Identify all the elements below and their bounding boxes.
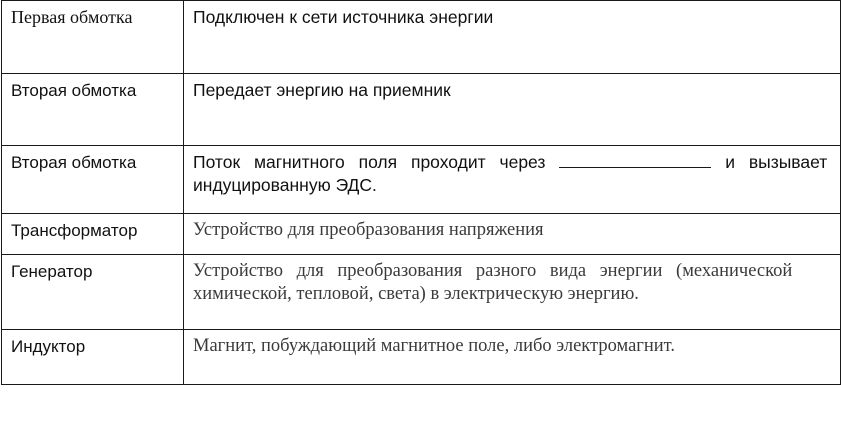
fill-in-blank (559, 151, 711, 168)
term-cell: Трансформатор (2, 214, 184, 255)
table-row (2, 146, 841, 214)
definition-line: индуцированную ЭДС. (193, 175, 377, 195)
term-cell: Первая обмотка (2, 1, 184, 74)
definition-text-after-blank: и вызывает (725, 152, 828, 172)
definitions-table (1, 0, 841, 385)
table-row (2, 214, 841, 255)
definition-cell: Магнит, побуждающий магнитное поле, либо электромагнит. (184, 330, 841, 385)
definition-cell: Передает энергию на приемник (184, 74, 841, 146)
definition-line: химической, тепловой, света) в электрическую энергию. (193, 284, 639, 304)
definition-cell: Устройство для преобразования напряжения (184, 214, 841, 255)
table-row (2, 74, 841, 146)
definition-line (193, 151, 840, 174)
definition-line: Устройство для преобразования разного вида энергии (механической (193, 261, 793, 281)
definition-cell (184, 255, 841, 330)
table-row (2, 1, 841, 74)
definition-cell (184, 146, 841, 214)
term-cell: Индуктор (2, 330, 184, 385)
definition-cell: Подключен к сети источника энергии (184, 1, 841, 74)
definitions-table-container (1, 0, 841, 384)
term-cell: Вторая обмотка (2, 74, 184, 146)
term-cell: Вторая обмотка (2, 146, 184, 214)
term-cell: Генератор (2, 255, 184, 330)
table-row (2, 330, 841, 385)
definition-text-before-blank: Поток магнитного поля проходит через (193, 152, 546, 172)
table-row (2, 255, 841, 330)
